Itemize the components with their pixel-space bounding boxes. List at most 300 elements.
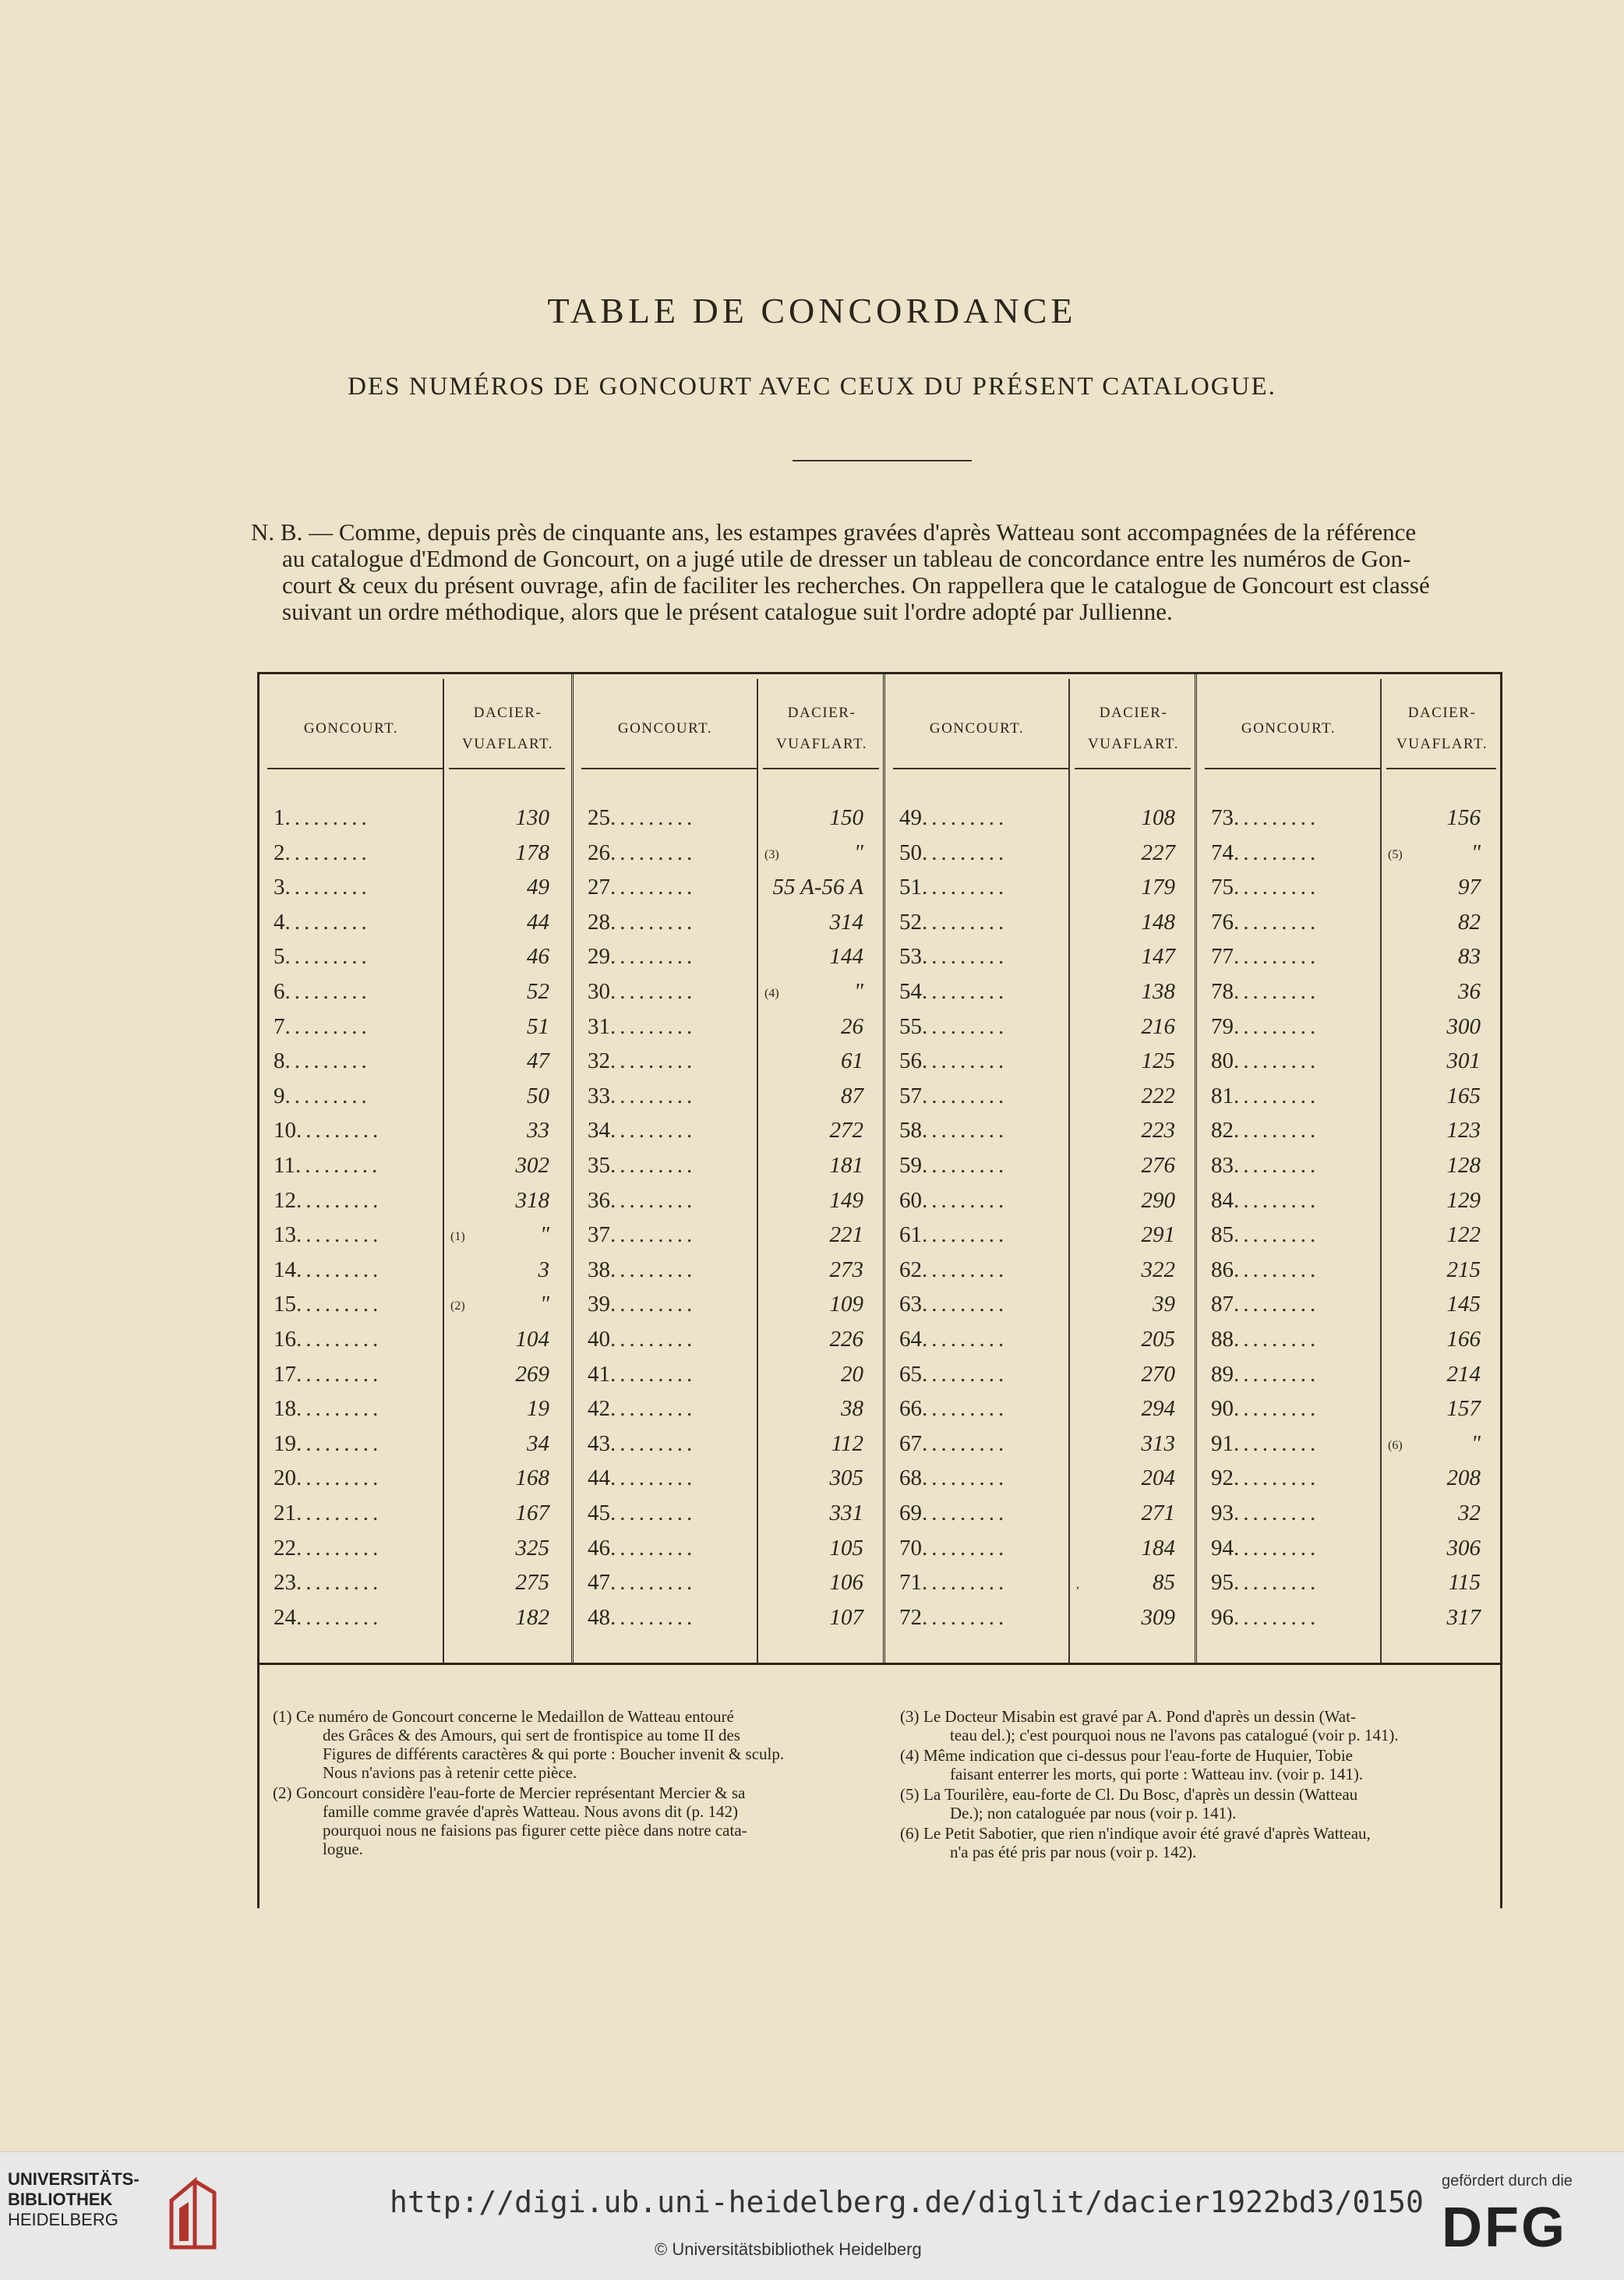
- leader-dots: .........: [922, 1222, 1008, 1248]
- table-row: [588, 1188, 696, 1214]
- dacier-number: 150: [829, 805, 863, 830]
- table-row: [274, 1222, 382, 1248]
- dacier-number: 123: [1446, 1118, 1481, 1144]
- dacier-number: 106: [829, 1570, 863, 1596]
- dacier-number: 19: [527, 1396, 549, 1422]
- table-row: [899, 1465, 1008, 1491]
- goncourt-number: 48: [588, 1604, 610, 1630]
- goncourt-number: 13: [274, 1222, 296, 1248]
- table-row: [1211, 840, 1319, 866]
- leader-dots: .........: [610, 1361, 697, 1387]
- goncourt-number: 10: [274, 1118, 296, 1144]
- table-row: [1211, 1362, 1319, 1387]
- table-row: [274, 1118, 382, 1144]
- table-row: [899, 1153, 1008, 1179]
- header-rule: [893, 768, 1068, 769]
- goncourt-number: 50: [899, 840, 922, 865]
- goncourt-number: 45: [588, 1501, 610, 1525]
- goncourt-number: 61: [899, 1222, 922, 1248]
- dacier-number: 47: [527, 1048, 549, 1074]
- table-row: [899, 944, 1008, 970]
- leader-dots: .........: [610, 1292, 697, 1317]
- goncourt-number: 79: [1211, 1013, 1234, 1039]
- leader-dots: .........: [610, 909, 697, 935]
- table-row: [588, 944, 696, 970]
- table-row: [274, 805, 371, 831]
- header-goncourt: GONCOURT.: [303, 720, 399, 737]
- goncourt-number: 96: [1211, 1604, 1234, 1630]
- table-row: [899, 910, 1008, 935]
- leader-dots: .........: [1234, 944, 1320, 970]
- leader-dots: .........: [610, 1083, 697, 1108]
- table-row: [588, 805, 696, 831]
- leader-dots: .........: [1234, 909, 1320, 935]
- dacier-number: 44: [527, 909, 549, 935]
- dacier-number: 306: [1446, 1535, 1481, 1561]
- goncourt-number: 47: [588, 1570, 610, 1596]
- dacier-number: 302: [515, 1153, 549, 1178]
- leader-dots: .........: [296, 1430, 383, 1456]
- leader-dots: .........: [296, 1535, 383, 1561]
- table-row: [274, 979, 371, 1005]
- leader-dots: .........: [296, 1118, 383, 1144]
- concordance-table: [257, 672, 1502, 1665]
- leader-dots: .........: [296, 1327, 383, 1352]
- goncourt-number: 73: [1211, 805, 1234, 830]
- leader-dots: .........: [1234, 1292, 1320, 1317]
- goncourt-number: 57: [899, 1083, 922, 1108]
- goncourt-number: 24: [274, 1604, 296, 1630]
- goncourt-number: 87: [1211, 1292, 1234, 1317]
- goncourt-number: 35: [588, 1153, 610, 1178]
- footnote-line: Goncourt considère l'eau-forte de Mercier représentant Mercier & sa: [296, 1783, 746, 1802]
- header-dacier-vuaflart: [761, 698, 882, 760]
- page-title: TABLE DE CONCORDANCE: [547, 291, 1077, 331]
- goncourt-number: 82: [1211, 1118, 1234, 1144]
- table-row: [588, 875, 696, 900]
- leader-dots: .........: [610, 1327, 697, 1352]
- footnote-line: des Grâces & des Amours, qui sert de frontispice au tome II des: [323, 1726, 740, 1744]
- leader-dots: .........: [610, 1222, 697, 1248]
- table-row: [588, 1465, 696, 1491]
- goncourt-number: 26: [588, 840, 610, 865]
- funded-by-text: gefördert durch die: [1442, 2172, 1573, 2190]
- table-row: [899, 805, 1008, 831]
- table-row: [899, 1327, 1008, 1352]
- table-row: [899, 1188, 1008, 1214]
- footnote-reference: (2): [450, 1299, 465, 1313]
- footnote-line: famille comme gravée d'après Watteau. Nous avons dit (p. 142): [323, 1802, 738, 1821]
- leader-dots: .........: [284, 909, 371, 935]
- dacier-number: 49: [527, 875, 549, 900]
- dacier-number: 122: [1446, 1222, 1481, 1248]
- goncourt-number: 76: [1211, 909, 1234, 935]
- header-goncourt: GONCOURT.: [617, 720, 713, 737]
- table-row: [588, 1536, 696, 1561]
- table-row: [1211, 1536, 1319, 1561]
- leader-dots: .........: [296, 1396, 383, 1422]
- goncourt-number: 46: [588, 1535, 610, 1561]
- table-row: [1211, 1014, 1319, 1040]
- column-rule: [757, 679, 758, 1663]
- goncourt-number: 74: [1211, 840, 1234, 865]
- dacier-number: 115: [1448, 1570, 1481, 1596]
- table-row: [588, 910, 696, 935]
- dacier-number: 129: [1446, 1187, 1481, 1213]
- goncourt-number: 15: [274, 1292, 296, 1317]
- leader-dots: .........: [922, 1501, 1008, 1525]
- dacier-number: 107: [829, 1604, 863, 1630]
- header-goncourt: GONCOURT.: [1241, 720, 1336, 737]
- dacier-number: 109: [829, 1292, 863, 1317]
- leader-dots: .........: [922, 805, 1008, 830]
- goncourt-number: 65: [899, 1361, 922, 1387]
- table-row: [588, 1396, 696, 1422]
- goncourt-number: 85: [1211, 1222, 1234, 1248]
- table-row: [274, 1570, 382, 1596]
- table-row: [274, 1396, 382, 1422]
- column-rule: [1068, 679, 1070, 1663]
- table-row: [1211, 1048, 1319, 1074]
- goncourt-number: 25: [588, 805, 610, 830]
- leader-dots: .........: [922, 1465, 1008, 1491]
- note-line: N. B. — Comme, depuis près de cinquante ans, les estampes gravées d'après Watteau sont accompagnées de la référence: [251, 518, 1417, 546]
- table-row: [1211, 1292, 1319, 1317]
- header-rule: [449, 768, 565, 769]
- table-row: [274, 1465, 382, 1491]
- header-dacier-line: VUAFLART.: [1396, 736, 1488, 752]
- footnote: [273, 1707, 857, 1782]
- table-row: [274, 1188, 382, 1214]
- dacier-number: 87: [841, 1083, 863, 1108]
- leader-dots: .........: [1234, 1465, 1320, 1491]
- table-row: [899, 979, 1008, 1005]
- dacier-number: 226: [829, 1327, 863, 1352]
- goncourt-number: 78: [1211, 979, 1234, 1004]
- table-block: [259, 674, 571, 1663]
- dacier-number: 145: [1446, 1292, 1481, 1317]
- leader-dots: .........: [922, 1327, 1008, 1352]
- footnote-number: (2): [273, 1783, 292, 1802]
- goncourt-number: 72: [899, 1604, 922, 1630]
- goncourt-number: 3: [274, 875, 285, 900]
- dacier-number: 305: [829, 1465, 863, 1491]
- table-row: [588, 1118, 696, 1144]
- table-row: [588, 1222, 696, 1248]
- goncourt-number: 66: [899, 1396, 922, 1422]
- leader-dots: .........: [610, 1535, 697, 1561]
- goncourt-number: 90: [1211, 1396, 1234, 1422]
- table-block: [571, 674, 885, 1663]
- dacier-number: 215: [1446, 1257, 1481, 1282]
- footnote-reference: (6): [1388, 1438, 1403, 1452]
- leader-dots: .........: [1234, 1361, 1320, 1387]
- leader-dots: .........: [296, 1501, 383, 1525]
- goncourt-number: 62: [899, 1257, 922, 1282]
- table-row: [274, 1431, 382, 1457]
- leader-dots: .........: [1234, 1604, 1320, 1630]
- dacier-number: 309: [1141, 1604, 1175, 1630]
- dacier-number: 181: [829, 1153, 863, 1178]
- leader-dots: .........: [284, 1083, 371, 1108]
- leader-dots: .........: [610, 979, 697, 1004]
- goncourt-number: 71: [899, 1570, 922, 1596]
- leader-dots: .........: [1234, 1153, 1320, 1178]
- footnote: [900, 1785, 1485, 1822]
- table-row: [588, 1570, 696, 1596]
- table-row: [1211, 1501, 1319, 1526]
- footnote: [900, 1746, 1485, 1783]
- footnote-line: Ce numéro de Goncourt concerne le Medaillon de Watteau entouré: [296, 1707, 734, 1726]
- table-row: [1211, 1570, 1319, 1596]
- dacier-number: 36: [1458, 979, 1481, 1004]
- goncourt-number: 42: [588, 1396, 610, 1422]
- dacier-number: 331: [829, 1501, 863, 1525]
- dacier-number: 313: [1141, 1430, 1175, 1456]
- footnote: [273, 1783, 857, 1858]
- goncourt-number: 2: [274, 840, 285, 865]
- table-row: [899, 1257, 1008, 1283]
- leader-dots: .........: [1234, 1187, 1320, 1213]
- leader-dots: .........: [922, 1292, 1008, 1317]
- footnote-line: Le Docteur Misabin est gravé par A. Pond d'après un dessin (Wat-: [923, 1707, 1356, 1726]
- table-row: [899, 1396, 1008, 1422]
- table-row: [274, 944, 371, 970]
- goncourt-number: 56: [899, 1048, 922, 1074]
- leader-dots: .........: [1234, 875, 1320, 900]
- leader-dots: .........: [296, 1570, 383, 1596]
- goncourt-number: 18: [274, 1396, 296, 1422]
- dacier-number: 82: [1458, 909, 1481, 935]
- goncourt-number: 53: [899, 944, 922, 970]
- footnote-line: n'a pas été pris par nous (voir p. 142).: [950, 1843, 1197, 1861]
- goncourt-number: 59: [899, 1153, 922, 1178]
- dacier-number: ": [1470, 1430, 1481, 1456]
- dacier-number: 318: [515, 1187, 549, 1213]
- leader-dots: .........: [610, 1396, 697, 1422]
- dacier-number: 301: [1446, 1048, 1481, 1074]
- table-row: [899, 1605, 1008, 1631]
- table-row: [588, 1362, 696, 1387]
- leader-dots: .........: [296, 1257, 383, 1282]
- table-row: [274, 910, 371, 935]
- dacier-number: 38: [841, 1396, 863, 1422]
- table-row: [274, 1605, 382, 1631]
- dacier-number: 179: [1141, 875, 1175, 900]
- goncourt-number: 16: [274, 1327, 296, 1352]
- dacier-number: 46: [527, 944, 549, 970]
- dacier-number: 227: [1141, 840, 1175, 865]
- footnote-line: De.); non cataloguée par nous (voir p. 141).: [950, 1804, 1237, 1822]
- goncourt-number: 30: [588, 979, 610, 1004]
- goncourt-number: 33: [588, 1083, 610, 1108]
- dacier-number: ": [853, 979, 863, 1004]
- goncourt-number: 70: [899, 1535, 922, 1561]
- dacier-number: 85: [1153, 1570, 1175, 1596]
- dacier-number: 105: [829, 1535, 863, 1561]
- dacier-number: 214: [1446, 1361, 1481, 1387]
- table-row: [274, 840, 371, 866]
- goncourt-number: 12: [274, 1187, 296, 1213]
- table-row: [899, 1292, 1008, 1317]
- table-row: [588, 1431, 696, 1457]
- table-border-right: [1500, 1665, 1502, 1908]
- leader-dots: .........: [922, 1118, 1008, 1144]
- dfg-logo: DFG: [1442, 2197, 1567, 2259]
- dacier-number: 52: [527, 979, 549, 1004]
- leader-dots: .........: [610, 1501, 697, 1525]
- dacier-number: 34: [527, 1430, 549, 1456]
- table-row: [1211, 1083, 1319, 1109]
- leader-dots: .........: [922, 1396, 1008, 1422]
- table-row: [899, 1222, 1008, 1248]
- leader-dots: .........: [610, 1570, 697, 1596]
- table-row: [1211, 944, 1319, 970]
- goncourt-number: 95: [1211, 1570, 1234, 1596]
- dacier-number: 294: [1141, 1396, 1175, 1422]
- dacier-number: 157: [1446, 1396, 1481, 1422]
- note-line: au catalogue d'Edmond de Goncourt, on a jugé utile de dresser un tableau de concordance entre les numéros de Gon-: [282, 545, 1411, 572]
- leader-dots: .........: [284, 1013, 371, 1039]
- goncourt-number: 19: [274, 1430, 296, 1456]
- document-url-link[interactable]: http://digi.ub.uni-heidelberg.de/diglit/dacier1922bd3/0150: [390, 2185, 1424, 2219]
- leader-dots: .........: [922, 944, 1008, 970]
- table-row: [899, 1118, 1008, 1144]
- dacier-number: 149: [829, 1187, 863, 1213]
- leader-dots: .........: [296, 1292, 383, 1317]
- dacier-number: 3: [538, 1257, 549, 1282]
- leader-dots: .........: [1234, 1222, 1320, 1248]
- leader-dots: .........: [610, 875, 697, 900]
- leader-dots: .........: [296, 1361, 383, 1387]
- goncourt-number: 37: [588, 1222, 610, 1248]
- dacier-number: 166: [1446, 1327, 1481, 1352]
- table-row: [899, 1048, 1008, 1074]
- footnote-line: logue.: [323, 1840, 363, 1858]
- table-row: [899, 1014, 1008, 1040]
- dacier-number: 128: [1446, 1153, 1481, 1178]
- leader-dots: .........: [922, 1257, 1008, 1282]
- footnote-number: (3): [900, 1707, 920, 1726]
- library-line: UNIVERSITÄTS-: [8, 2169, 139, 2189]
- note-line: court & ceux du présent ouvrage, afin de faciliter les recherches. On rappellera que le catalogue de Goncourt est classé: [282, 571, 1430, 599]
- table-block: [1195, 674, 1502, 1663]
- goncourt-number: 94: [1211, 1535, 1234, 1561]
- table-row: [1211, 1257, 1319, 1283]
- dacier-number: 108: [1141, 805, 1175, 830]
- dacier-number: 130: [515, 805, 549, 830]
- leader-dots: .........: [295, 1153, 382, 1178]
- footnote-line: Le Petit Sabotier, que rien n'indique avoir été gravé d'après Watteau,: [923, 1824, 1371, 1843]
- table-row: [1211, 1222, 1319, 1248]
- table-row: [274, 1048, 371, 1074]
- dacier-number: 317: [1446, 1604, 1481, 1630]
- leader-dots: .........: [610, 805, 697, 830]
- table-row: [588, 1083, 696, 1109]
- header-dacier-line: VUAFLART.: [1087, 736, 1180, 752]
- dacier-number: 156: [1446, 805, 1481, 830]
- header-dacier-line: VUAFLART.: [775, 736, 868, 752]
- goncourt-number: 32: [588, 1048, 610, 1074]
- goncourt-number: 67: [899, 1430, 922, 1456]
- footnote: [900, 1824, 1485, 1861]
- table-row: [588, 1327, 696, 1352]
- table-row: [1211, 1188, 1319, 1214]
- footnotes-left: [273, 1707, 857, 1860]
- footnote-line: La Tourilère, eau-forte de Cl. Du Bosc, d'après un dessin (Watteau: [923, 1785, 1358, 1804]
- dacier-number: 290: [1141, 1187, 1175, 1213]
- table-row: [588, 1048, 696, 1074]
- header-dacier-line: VUAFLART.: [461, 736, 554, 752]
- header-rule: [1386, 768, 1496, 769]
- goncourt-number: 88: [1211, 1327, 1234, 1352]
- dacier-number: 184: [1141, 1535, 1175, 1561]
- leader-dots: .........: [284, 805, 371, 830]
- goncourt-number: 51: [899, 875, 922, 900]
- goncourt-number: 68: [899, 1465, 922, 1491]
- table-row: [274, 1153, 381, 1179]
- dacier-number: 147: [1141, 944, 1175, 970]
- leader-dots: .........: [922, 1153, 1008, 1178]
- goncourt-number: 21: [274, 1501, 296, 1525]
- leader-dots: .........: [610, 840, 697, 865]
- goncourt-number: 29: [588, 944, 610, 970]
- leader-dots: .........: [610, 1430, 697, 1456]
- footnote-reference: (5): [1388, 847, 1403, 861]
- dacier-number: 216: [1141, 1013, 1175, 1039]
- dacier-number: 55 A-56 A: [772, 875, 863, 900]
- leader-dots: .........: [284, 944, 371, 970]
- header-rule: [267, 768, 443, 769]
- goncourt-number: 80: [1211, 1048, 1234, 1074]
- footer-bar: [0, 2151, 1624, 2280]
- dacier-number: 314: [829, 909, 863, 935]
- leader-dots: .........: [922, 1535, 1008, 1561]
- copyright-text: © Universitätsbibliothek Heidelberg: [655, 2239, 922, 2259]
- goncourt-number: 49: [899, 805, 922, 830]
- leader-dots: .........: [1234, 979, 1320, 1004]
- table-row: [588, 979, 696, 1005]
- header-dacier-vuaflart: [1385, 698, 1499, 760]
- leader-dots: .........: [610, 1013, 697, 1039]
- leader-dots: .........: [296, 1222, 383, 1248]
- goncourt-number: 7: [274, 1013, 285, 1039]
- note-line: suivant un ordre méthodique, alors que le présent catalogue suit l'ordre adopté par Jullienne.: [282, 598, 1173, 625]
- footnote: [900, 1707, 1485, 1744]
- leader-dots: .........: [1234, 1013, 1320, 1039]
- goncourt-number: 52: [899, 909, 922, 935]
- footnotes-right: [900, 1707, 1485, 1863]
- footnote-line: Nous n'avions pas à retenir cette pièce.: [323, 1763, 577, 1782]
- goncourt-number: 4: [274, 909, 285, 935]
- goncourt-number: 38: [588, 1257, 610, 1282]
- dacier-number: 61: [841, 1048, 863, 1074]
- table-row: [588, 1605, 696, 1631]
- goncourt-number: 5: [274, 944, 285, 970]
- leader-dots: .........: [610, 1257, 697, 1282]
- footnote-reference: (4): [764, 987, 779, 1000]
- column-rule: [1380, 679, 1382, 1663]
- table-row: [588, 1257, 696, 1283]
- leader-dots: .........: [284, 875, 371, 900]
- table-row: [274, 1083, 371, 1109]
- library-name: [8, 2169, 139, 2230]
- table-row: [1211, 1431, 1319, 1457]
- title-rule: [793, 460, 972, 461]
- dacier-number: 20: [841, 1361, 863, 1387]
- goncourt-number: 63: [899, 1292, 922, 1317]
- dacier-number: 51: [527, 1013, 549, 1039]
